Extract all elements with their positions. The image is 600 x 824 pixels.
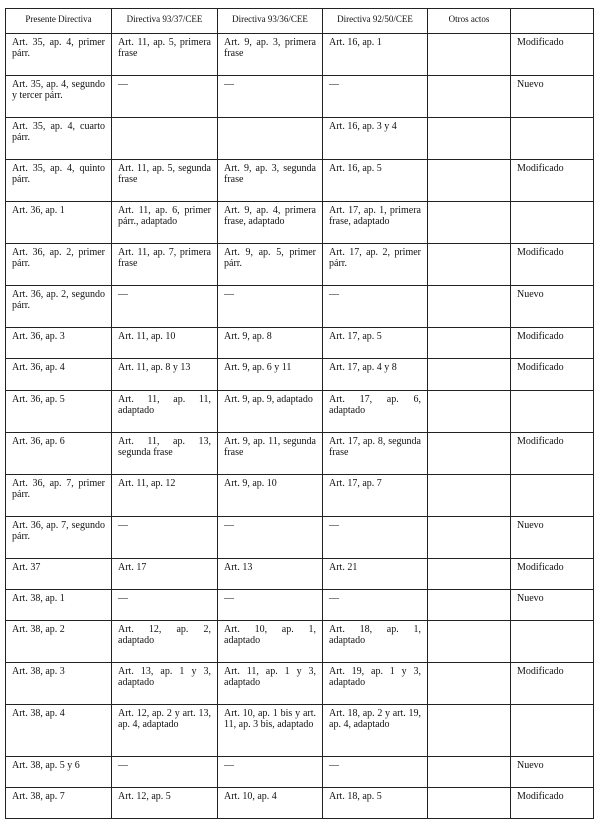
table-cell: Art. 9, ap. 4, primera frase, adaptado	[218, 202, 323, 244]
table-cell	[428, 517, 511, 559]
table-row	[6, 663, 594, 705]
table-cell: Art. 18, ap. 5	[323, 788, 428, 819]
table-cell: Art. 38, ap. 5 y 6	[6, 757, 112, 788]
table-cell	[511, 705, 594, 757]
table-cell: Art. 12, ap. 2, adaptado	[112, 621, 218, 663]
table-cell: Nuevo	[511, 757, 594, 788]
table-cell: Art. 36, ap. 7, segundo párr.	[6, 517, 112, 559]
table-cell: Art. 11, ap. 10	[112, 328, 218, 359]
table-cell: Art. 17, ap. 1, primera frase, adaptado	[323, 202, 428, 244]
table-cell	[511, 475, 594, 517]
table-cell: —	[112, 76, 218, 118]
table-cell: —	[112, 286, 218, 328]
table-row	[6, 590, 594, 621]
table-cell: Art. 10, ap. 4	[218, 788, 323, 819]
table-cell: Art. 17, ap. 5	[323, 328, 428, 359]
table-cell: Art. 11, ap. 5, primera frase	[112, 34, 218, 76]
table-cell: Art. 17, ap. 2, primer párr.	[323, 244, 428, 286]
table-cell	[428, 160, 511, 202]
table-cell: Art. 38, ap. 7	[6, 788, 112, 819]
table-cell: —	[218, 757, 323, 788]
header-cell: Otros actos	[428, 9, 511, 34]
table-cell: Art. 9, ap. 6 y 11	[218, 359, 323, 391]
table-cell: Art. 17, ap. 4 y 8	[323, 359, 428, 391]
table-row	[6, 76, 594, 118]
table-cell: Art. 11, ap. 8 y 13	[112, 359, 218, 391]
table-cell: Art. 16, ap. 3 y 4	[323, 118, 428, 160]
table-cell: —	[218, 76, 323, 118]
table-cell: Art. 9, ap. 8	[218, 328, 323, 359]
table-cell	[428, 590, 511, 621]
table-cell	[428, 705, 511, 757]
table-cell: Modificado	[511, 559, 594, 590]
table-cell: Art. 12, ap. 2 y art. 13, ap. 4, adaptado	[112, 705, 218, 757]
table-cell: Modificado	[511, 34, 594, 76]
table-cell: Art. 9, ap. 3, segunda frase	[218, 160, 323, 202]
table-row	[6, 391, 594, 433]
table-cell	[428, 76, 511, 118]
table-cell	[428, 475, 511, 517]
table-cell	[428, 663, 511, 705]
table-cell: Art. 16, ap. 1	[323, 34, 428, 76]
table-cell	[428, 202, 511, 244]
table-cell: —	[112, 757, 218, 788]
header-cell: Directiva 93/37/CEE	[112, 9, 218, 34]
table-cell: —	[218, 590, 323, 621]
table-cell: Art. 17, ap. 7	[323, 475, 428, 517]
table-cell	[112, 118, 218, 160]
table-cell: Art. 35, ap. 4, segundo y tercer párr.	[6, 76, 112, 118]
table-cell: —	[323, 517, 428, 559]
table-cell: Nuevo	[511, 76, 594, 118]
table-cell: Modificado	[511, 359, 594, 391]
table-cell: Art. 11, ap. 7, primera frase	[112, 244, 218, 286]
header-cell: Directiva 92/50/CEE	[323, 9, 428, 34]
table-cell: Art. 38, ap. 3	[6, 663, 112, 705]
table-cell: Art. 17, ap. 8, segunda frase	[323, 433, 428, 475]
table-row	[6, 705, 594, 757]
table-row	[6, 286, 594, 328]
table-cell	[428, 391, 511, 433]
table-cell: Art. 11, ap. 13, segunda frase	[112, 433, 218, 475]
table-cell: —	[112, 517, 218, 559]
table-cell	[218, 118, 323, 160]
table-cell: Art. 9, ap. 11, segunda frase	[218, 433, 323, 475]
table-row	[6, 433, 594, 475]
table-cell: Art. 11, ap. 6, primer párr., adaptado	[112, 202, 218, 244]
table-row	[6, 34, 594, 76]
table-cell: Art. 37	[6, 559, 112, 590]
table-cell: Art. 17, ap. 6, adaptado	[323, 391, 428, 433]
table-cell: Art. 10, ap. 1 bis y art. 11, ap. 3 bis, adaptado	[218, 705, 323, 757]
table-cell: Art. 16, ap. 5	[323, 160, 428, 202]
table-cell	[428, 34, 511, 76]
header-cell: Presente Directiva	[6, 9, 112, 34]
table-cell: Art. 36, ap. 3	[6, 328, 112, 359]
table-row	[6, 788, 594, 819]
table-cell	[428, 286, 511, 328]
correspondence-table	[5, 8, 594, 819]
table-cell: Modificado	[511, 328, 594, 359]
table-cell: Art. 10, ap. 1, adaptado	[218, 621, 323, 663]
table-cell: Modificado	[511, 160, 594, 202]
table-cell: Nuevo	[511, 590, 594, 621]
table-cell: Art. 36, ap. 7, primer párr.	[6, 475, 112, 517]
table-row	[6, 202, 594, 244]
table-cell: Art. 36, ap. 2, primer párr.	[6, 244, 112, 286]
table-row	[6, 118, 594, 160]
table-cell	[428, 621, 511, 663]
table-cell: Art. 36, ap. 5	[6, 391, 112, 433]
table-cell: Art. 35, ap. 4, cuarto párr.	[6, 118, 112, 160]
table-cell: Art. 9, ap. 9, adaptado	[218, 391, 323, 433]
table-cell	[428, 433, 511, 475]
table-cell: Art. 9, ap. 5, primer párr.	[218, 244, 323, 286]
table-cell: Art. 11, ap. 1 y 3, adaptado	[218, 663, 323, 705]
table-cell: Art. 38, ap. 1	[6, 590, 112, 621]
table-cell	[511, 202, 594, 244]
table-cell: Art. 9, ap. 3, primera frase	[218, 34, 323, 76]
table-cell: —	[323, 286, 428, 328]
table-row	[6, 517, 594, 559]
table-cell	[511, 118, 594, 160]
table-cell: Art. 36, ap. 6	[6, 433, 112, 475]
table-cell	[428, 118, 511, 160]
table-cell: Art. 9, ap. 10	[218, 475, 323, 517]
table-row	[6, 359, 594, 391]
table-row	[6, 160, 594, 202]
table-row	[6, 559, 594, 590]
table-cell: Art. 11, ap. 12	[112, 475, 218, 517]
table-cell: —	[112, 590, 218, 621]
table-cell	[511, 391, 594, 433]
table-cell: Art. 36, ap. 2, segundo párr.	[6, 286, 112, 328]
table-cell	[428, 757, 511, 788]
table-cell: Modificado	[511, 788, 594, 819]
table-cell: —	[323, 757, 428, 788]
table-cell: Art. 18, ap. 2 y art. 19, ap. 4, adaptado	[323, 705, 428, 757]
table-row	[6, 757, 594, 788]
table-cell: —	[323, 590, 428, 621]
table-cell: Art. 13	[218, 559, 323, 590]
table-cell	[428, 328, 511, 359]
table-cell: Art. 17	[112, 559, 218, 590]
table-cell: Art. 18, ap. 1, adaptado	[323, 621, 428, 663]
table-cell: —	[218, 286, 323, 328]
table-cell: Art. 38, ap. 4	[6, 705, 112, 757]
header-cell	[511, 9, 594, 34]
table-cell: —	[323, 76, 428, 118]
table-cell	[428, 559, 511, 590]
table-cell: Nuevo	[511, 286, 594, 328]
table-cell: Art. 13, ap. 1 y 3, adaptado	[112, 663, 218, 705]
table-cell: Art. 36, ap. 4	[6, 359, 112, 391]
table-cell: Art. 11, ap. 11, adaptado	[112, 391, 218, 433]
table-cell	[428, 244, 511, 286]
table-cell	[428, 788, 511, 819]
table-cell: Art. 19, ap. 1 y 3, adaptado	[323, 663, 428, 705]
table-cell	[511, 621, 594, 663]
header-row	[6, 9, 594, 34]
table-cell: Art. 36, ap. 1	[6, 202, 112, 244]
table-row	[6, 244, 594, 286]
table-cell: Art. 35, ap. 4, primer párr.	[6, 34, 112, 76]
table-cell: Art. 21	[323, 559, 428, 590]
table-cell: Art. 11, ap. 5, segunda frase	[112, 160, 218, 202]
table-cell: Art. 12, ap. 5	[112, 788, 218, 819]
table-cell	[428, 359, 511, 391]
table-cell: Nuevo	[511, 517, 594, 559]
table-cell: Modificado	[511, 433, 594, 475]
table-row	[6, 621, 594, 663]
table-cell: Art. 35, ap. 4, quinto párr.	[6, 160, 112, 202]
table-row	[6, 475, 594, 517]
table-row	[6, 328, 594, 359]
table-cell: —	[218, 517, 323, 559]
table-cell: Modificado	[511, 663, 594, 705]
header-cell: Directiva 93/36/CEE	[218, 9, 323, 34]
table-cell: Art. 38, ap. 2	[6, 621, 112, 663]
table-cell: Modificado	[511, 244, 594, 286]
